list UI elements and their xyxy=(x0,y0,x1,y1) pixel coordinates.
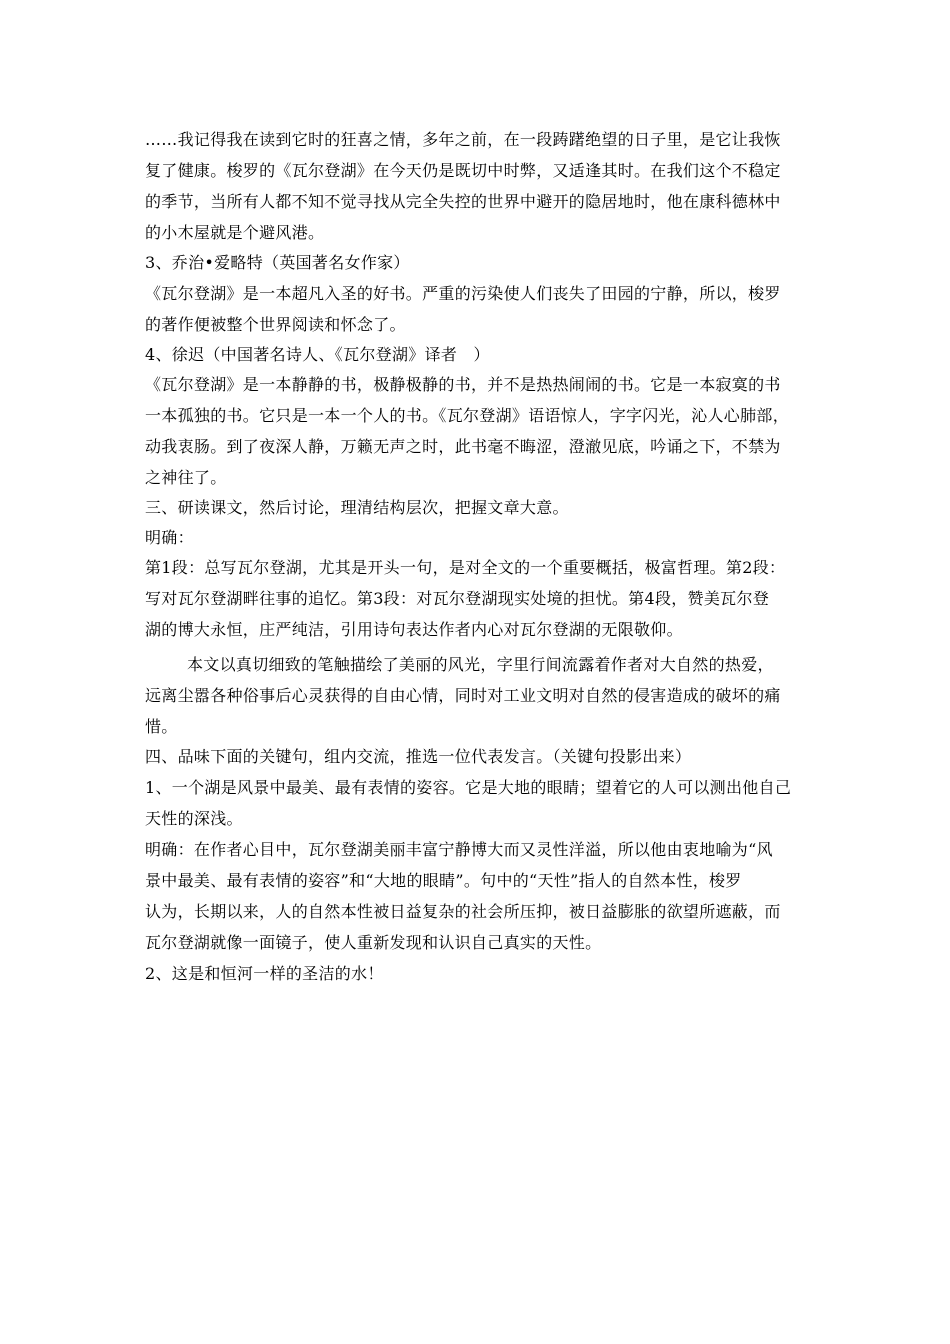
text-line: 写对瓦尔登湖畔往事的追忆。第3段：对瓦尔登湖现实处境的担忧。第4段，赞美瓦尔登 xyxy=(145,589,770,608)
text-line: 明确：在作者心目中，瓦尔登湖美丽丰富宁静博大而又灵性洋溢，所以他由衷地喻为“风 xyxy=(145,839,773,859)
key-sentence-2: 2、这是和恒河一样的圣洁的水！ xyxy=(145,963,384,983)
structure-paragraph xyxy=(145,552,817,645)
section-heading: 三、研读课文，然后讨论，理清结构层次，把握文章大意。 xyxy=(145,498,569,517)
summary-paragraph xyxy=(145,649,817,742)
text-line: 天性的深浅。 xyxy=(145,808,243,828)
text-line: 1、一个湖是风景中最美、最有表情的姿容。它是大地的眼睛；望着它的人可以测出他自己 xyxy=(145,777,792,797)
document-body xyxy=(145,124,817,989)
item-paragraph xyxy=(145,278,817,340)
quote-paragraph xyxy=(145,124,817,248)
section-heading: 四、品味下面的关键句，组内交流，推选一位代表发言。（关键句投影出来） xyxy=(145,747,692,766)
item-paragraph xyxy=(145,369,817,493)
text-line: 湖的博大永恒，庄严纯洁，引用诗句表达作者内心对瓦尔登湖的无限敬仰。 xyxy=(145,620,683,639)
text-line: 一本孤独的书。它只是一本一个人的书。《瓦尔登湖》语语惊人，字字闪光，沁人心肺部， xyxy=(145,406,790,425)
text-line: 本文以真切细致的笔触描绘了美丽的风光，字里行间流露着作者对大自然的热爱， xyxy=(187,655,774,674)
item-heading: 3、乔治•爱略特（英国著名女作家） xyxy=(145,253,410,272)
text-line: 惜。 xyxy=(145,717,178,736)
text-line: ……我记得我在读到它时的狂喜之情，多年之前，在一段踌躇绝望的日子里，是它让我恢 xyxy=(145,130,781,149)
text-line: 的季节，当所有人都不知不觉寻找从完全失控的世界中避开的隐居地时，他在康科德林中 xyxy=(145,192,781,211)
text-line: 的小木屋就是个避风港。 xyxy=(145,223,325,242)
key-sentence-1 xyxy=(145,772,817,834)
text-line: 动我衷肠。到了夜深人静，万籁无声之时，此书毫不晦涩，澄澈见底，吟诵之下，不禁为 xyxy=(145,437,781,456)
text-line: 之神往了。 xyxy=(145,468,227,487)
text-line: 远离尘嚣各种俗事后心灵获得的自由心情，同时对工业文明对自然的侵害造成的破坏的痛 xyxy=(145,686,781,705)
item-heading: 4、徐迟（中国著名诗人、《瓦尔登湖》译者 ） xyxy=(145,344,490,364)
answer-paragraph xyxy=(145,834,817,958)
text-line: 认为，长期以来，人的自然本性被日益复杂的社会所压抑，被日益膨胀的欲望所遮蔽，而 xyxy=(145,901,781,921)
text-line: 瓦尔登湖就像一面镜子，使人重新发现和认识自己真实的天性。 xyxy=(145,932,602,952)
text-line: 《瓦尔登湖》是一本静静的书，极静极静的书，并不是热热闹闹的书。它是一本寂寞的书 xyxy=(145,375,781,394)
text-line: 《瓦尔登湖》是一本超凡入圣的好书。严重的污染使人们丧失了田园的宁静，所以，梭罗 xyxy=(145,283,781,303)
text-line: 的著作便被整个世界阅读和怀念了。 xyxy=(145,314,406,334)
text-line: 第1段：总写瓦尔登湖，尤其是开头一句，是对全文的一个重要概括，极富哲理。第2段： xyxy=(145,558,786,577)
text-line: 景中最美、最有表情的姿容”和“大地的眼睛”。句中的“天性”指人的自然本性，梭罗 xyxy=(145,870,742,890)
text-line: 复了健康。梭罗的《瓦尔登湖》在今天仍是既切中时弊，又适逢其时。在我们这个不稳定 xyxy=(145,161,781,180)
answer-label: 明确： xyxy=(145,527,194,547)
